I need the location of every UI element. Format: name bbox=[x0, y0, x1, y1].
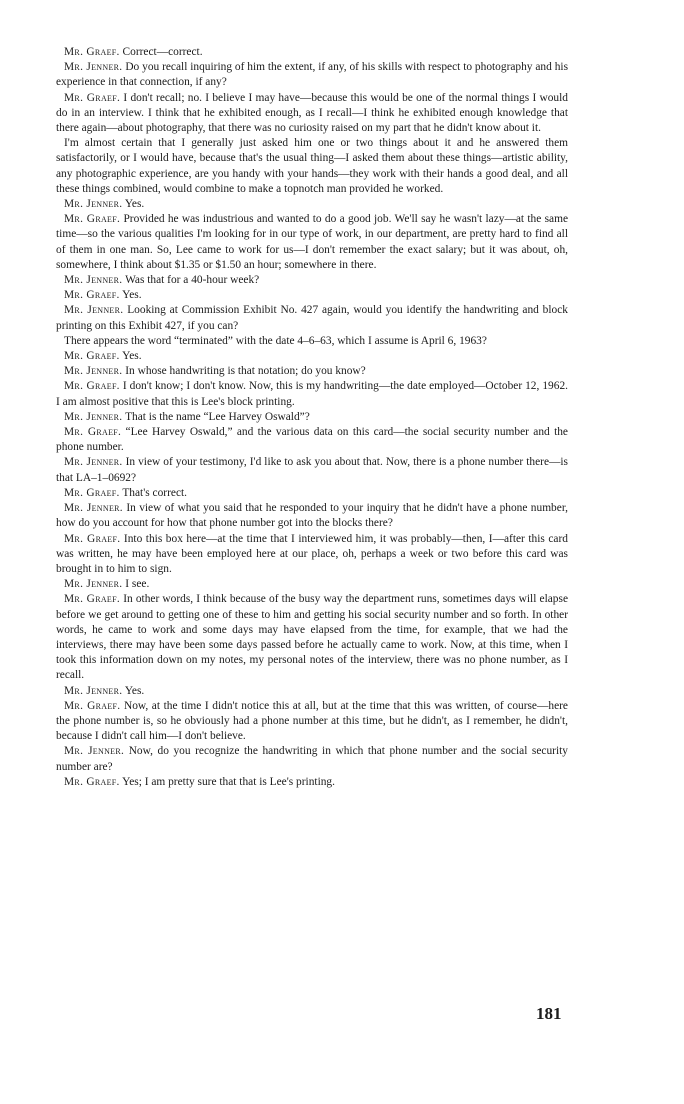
speaker-label: Mr. Graef. bbox=[64, 289, 120, 302]
paragraph-text: In view of what you said that he responded to your inquiry that he didn't have a phone number, how do you account for how that phone number got into the blocks there? bbox=[56, 502, 568, 530]
paragraph-text: In other words, I think because of the busy way the department runs, sometimes days will elapse before we get around to getting one of these to him and getting his social security number and so forth. In other words, he came to work and some days may have elapsed from the time, for example, that we had the interviews, there may have been some days passed before he actually came to work. Now, at this time, when I took this information down on my notes, my personal notes of the interview, there was no phone number, as I recall. bbox=[56, 593, 568, 682]
paragraph-text: “Lee Harvey Oswald,” and the various data on this card—the social security number and the phone number. bbox=[56, 426, 568, 454]
speaker-label: Mr. Jenner. bbox=[64, 502, 123, 515]
speaker-label: Mr. Graef. bbox=[64, 46, 120, 58]
transcript-paragraph bbox=[56, 699, 568, 745]
paragraph-text: In whose handwriting is that notation; do you know? bbox=[125, 365, 366, 378]
speaker-label: Mr. Graef. bbox=[64, 699, 121, 712]
paragraph-text: Yes. bbox=[122, 289, 142, 302]
transcript-paragraph bbox=[56, 60, 568, 90]
transcript-paragraph bbox=[56, 455, 568, 485]
speaker-label: Mr. Jenner. bbox=[64, 365, 123, 378]
transcript-paragraph bbox=[56, 273, 568, 288]
transcript-paragraph bbox=[56, 501, 568, 531]
transcript-paragraph bbox=[56, 334, 568, 349]
transcript-paragraph bbox=[56, 486, 568, 501]
paragraph-text: Yes; I am pretty sure that that is Lee's printing. bbox=[122, 775, 335, 788]
paragraph-text: Now, at the time I didn't notice this at all, but at the time that this was written, of course—here the phone number is, so he obviously had a phone number at this time, but he didn't, as I remember, he didn't, because I didn't call him—I don't believe. bbox=[56, 699, 568, 743]
speaker-label: Mr. Jenner. bbox=[64, 456, 123, 469]
speaker-label: Mr. Jenner. bbox=[64, 410, 123, 423]
transcript-paragraph bbox=[56, 364, 568, 379]
speaker-label: Mr. Graef. bbox=[64, 486, 120, 499]
speaker-label: Mr. Jenner. bbox=[64, 61, 123, 74]
transcript-paragraph bbox=[56, 349, 568, 364]
transcript-paragraph bbox=[56, 288, 568, 303]
paragraph-text: Do you recall inquiring of him the extent, if any, of his skills with respect to photography and his experience in that connection, if any? bbox=[56, 61, 568, 89]
transcript-paragraph bbox=[56, 197, 568, 212]
transcript-paragraph bbox=[56, 684, 568, 699]
speaker-label: Mr. Jenner. bbox=[64, 274, 123, 287]
speaker-label: Mr. Graef. bbox=[64, 426, 122, 439]
paragraph-text: That's correct. bbox=[122, 486, 188, 499]
transcript-paragraph bbox=[56, 425, 568, 455]
paragraph-text: Provided he was industrious and wanted to do a good job. We'll say he wasn't lazy—at the same time—so the various qualities I'm looking for in our type of work, in our department, are pretty hard to find all of them in one man. So, Lee came to work for us—I don't remember the exact salary; but it was about, oh, somewhere, I think about $1.35 or $1.50 an hour; somewhere in there. bbox=[56, 213, 568, 271]
paragraph-text: Into this box here—at the time that I interviewed him, it was probably—then, I—after this card was written, he may have been employed here at our place, oh, perhaps a week or two before this card was brought in to him to sign. bbox=[56, 532, 568, 575]
transcript-paragraph bbox=[56, 45, 568, 60]
speaker-label: Mr. Graef. bbox=[64, 91, 121, 104]
paragraph-text: Correct—correct. bbox=[122, 46, 203, 58]
transcript-paragraph bbox=[56, 136, 568, 197]
speaker-label: Mr. Graef. bbox=[64, 593, 121, 606]
paragraph-text: I see. bbox=[125, 578, 150, 591]
transcript-paragraph bbox=[56, 775, 568, 790]
transcript-paragraph bbox=[56, 379, 568, 409]
paragraph-text: That is the name “Lee Harvey Oswald”? bbox=[125, 410, 310, 423]
paragraph-text: I'm almost certain that I generally just asked him one or two things about it and he answered them satisfactorily, or I would have, because that's the usual thing—I asked them about these things—artistic ability, any photographic experience, are you handy with your hands—they work with their hands a good deal, and all these things combined, would combine to make a topnotch man provided he worked. bbox=[56, 137, 568, 195]
paragraph-text: Looking at Commission Exhibit No. 427 again, would you identify the handwriting and block printing on this Exhibit 427, if you can? bbox=[56, 304, 568, 332]
speaker-label: Mr. Jenner. bbox=[64, 304, 124, 317]
speaker-label: Mr. Graef. bbox=[64, 532, 121, 545]
speaker-label: Mr. Graef. bbox=[64, 380, 120, 393]
speaker-label: Mr. Jenner. bbox=[64, 198, 123, 211]
speaker-label: Mr. Graef. bbox=[64, 213, 121, 226]
transcript-paragraph bbox=[56, 744, 568, 774]
speaker-label: Mr. Jenner. bbox=[64, 684, 123, 697]
paragraph-text: Now, do you recognize the handwriting in which that phone number and the social security number are? bbox=[56, 745, 568, 773]
speaker-label: Mr. Graef. bbox=[64, 350, 120, 363]
paragraph-text: There appears the word “terminated” with the date 4–6–63, which I assume is April 6, 1963? bbox=[64, 334, 487, 347]
transcript-paragraph bbox=[56, 592, 568, 683]
transcript-paragraph bbox=[56, 212, 568, 273]
paragraph-text: Yes. bbox=[124, 684, 145, 697]
paragraph-text: I don't know; I don't know. Now, this is my handwriting—the date employed—October 12, 1962. I am almost positive that this is Lee's block printing. bbox=[56, 380, 568, 408]
transcript-paragraph bbox=[56, 577, 568, 592]
transcript-paragraph bbox=[56, 410, 568, 425]
transcript-paragraph bbox=[56, 532, 568, 578]
speaker-label: Mr. Jenner. bbox=[64, 745, 125, 758]
paragraph-text: Yes. bbox=[122, 350, 142, 363]
speaker-label: Mr. Jenner. bbox=[64, 578, 123, 591]
paragraph-text: Was that for a 40-hour week? bbox=[125, 274, 260, 287]
speaker-label: Mr. Graef. bbox=[64, 775, 120, 788]
transcript-paragraph bbox=[56, 91, 568, 137]
paragraph-text: I don't recall; no. I believe I may have—because this would be one of the normal things I would do in an interview. I think that he exhibited enough, as I recall—I think he exhibited enough knowledge that there again—about photography, that there was no curiosity raised on my part that he didn't know about it. bbox=[56, 91, 568, 135]
paragraph-text: Yes. bbox=[124, 198, 145, 211]
paragraph-text: In view of your testimony, I'd like to ask you about that. Now, there is a phone number there—is that LA–1–0692? bbox=[56, 456, 568, 484]
transcript-page bbox=[56, 45, 568, 790]
transcript-paragraph bbox=[56, 303, 568, 333]
page-number: 181 bbox=[536, 1004, 562, 1023]
